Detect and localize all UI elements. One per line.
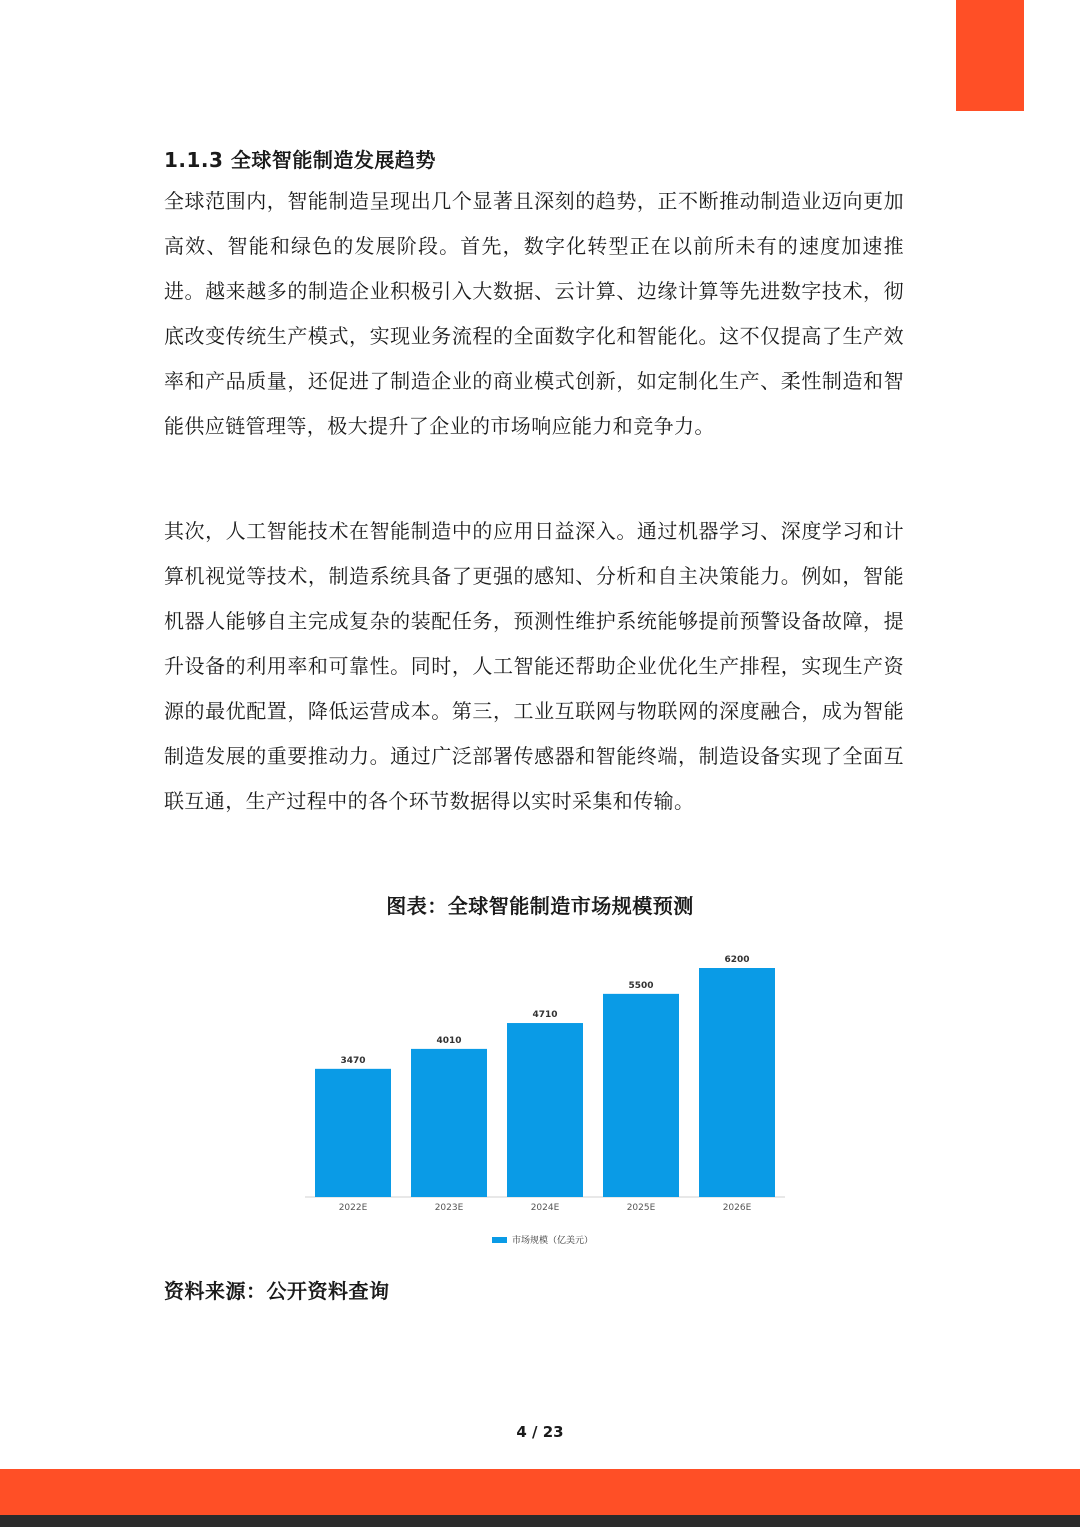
footer-accent-bar <box>0 1469 1080 1515</box>
tick-label-2022E: 2022E <box>338 1203 368 1213</box>
tick-label-2026E: 2026E <box>722 1203 752 1213</box>
body-paragraph-1: 全球范围内，智能制造呈现出几个显著且深刻的趋势，正不断推动制造业迈向更加高效、智能和绿色的发展阶段。首先，数字化转型正在以前所未有的速度加速推进。越来越多的制造企业积极引入大数据、云计算、边缘计算等先进数字技术，彻底改变传统生产模式，实现业务流程的全面数字化和智能化。这不仅提高了生产效率和产品质量，还促进了制造企业的商业模式创新，如定制化生产、柔性制造和智能供应链管理等，极大提升了企业的市场响应能力和竞争力。 <box>164 189 904 438</box>
tick-label-2024E: 2024E <box>530 1203 560 1213</box>
bar-2026E <box>699 968 775 1197</box>
bar-2022E <box>315 1069 391 1197</box>
bar-2023E <box>411 1049 487 1197</box>
corner-accent-tab <box>956 0 1024 111</box>
data-label-2026E: 6200 <box>724 955 750 965</box>
footer-dark-strip <box>0 1515 1080 1527</box>
tick-label-2023E: 2023E <box>434 1203 464 1213</box>
legend-swatch <box>492 1237 507 1243</box>
data-label-2022E: 3470 <box>340 1055 366 1066</box>
source-note: 资料来源：公开资料查询 <box>164 1279 390 1303</box>
bar-2024E <box>507 1023 583 1197</box>
figure-caption: 图表：全球智能制造市场规模预测 <box>386 894 694 918</box>
legend-label: 市场规模（亿美元） <box>512 1236 594 1246</box>
data-label-2023E: 4010 <box>436 1035 462 1046</box>
data-label-2025E: 5500 <box>628 980 654 991</box>
body-paragraph-2: 其次，人工智能技术在智能制造中的应用日益深入。通过机器学习、深度学习和计算机视觉等技术，制造系统具备了更强的感知、分析和自主决策能力。例如，智能机器人能够自主完成复杂的装配任务，预测性维护系统能够提前预警设备故障，提升设备的利用率和可靠性。同时，人工智能还帮助企业优化生产排程，实现生产资源的最优配置，降低运营成本。第三，工业互联网与物联网的深度融合，成为智能制造发展的重要推动力。通过广泛部署传感器和智能终端，制造设备实现了全面互联互通，生产过程中的各个环节数据得以实时采集和传输。 <box>164 519 904 813</box>
page-number: 4 / 23 <box>516 1423 564 1441</box>
bar-chart <box>290 940 790 1260</box>
section-heading: 1.1.3 全球智能制造发展趋势 <box>164 148 436 172</box>
bar-2025E <box>603 994 679 1197</box>
tick-label-2025E: 2025E <box>626 1203 656 1213</box>
data-label-2024E: 4710 <box>532 1010 558 1021</box>
